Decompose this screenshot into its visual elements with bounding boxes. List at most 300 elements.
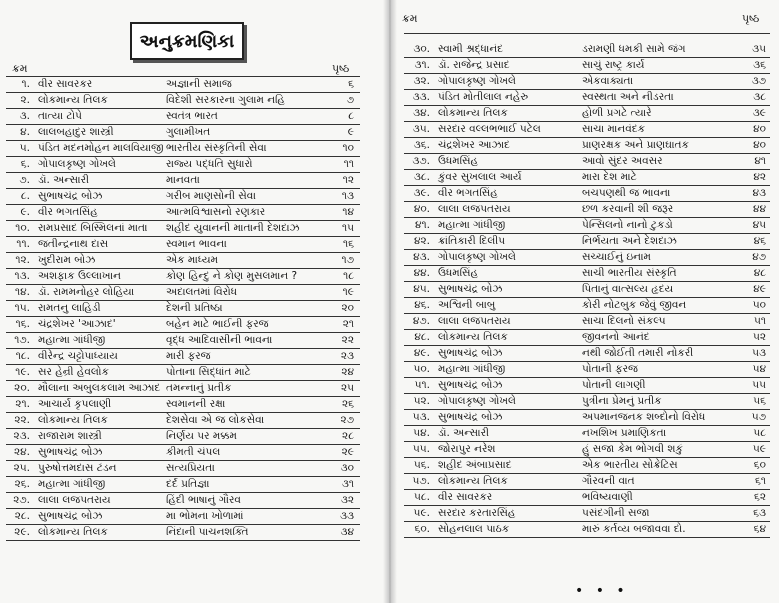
entry-title: એક ભારતીય સોક્રેટિસ (582, 459, 678, 471)
entry-title: સાચા દિલનો સંકલ્પ (582, 315, 666, 327)
entry-number: ૨૧. (15, 398, 30, 410)
entry-number: ૩. (19, 110, 30, 122)
entry-title: આત્મવિશ્વાસનો રણકાર (166, 206, 266, 218)
entry-page: ૫૮ (753, 427, 766, 439)
entry-title: પોતાના સિદ્ધાંત માટે (166, 366, 251, 378)
entry-number: ૪૧. (415, 219, 430, 231)
entry-page: ૬૩ (753, 507, 766, 519)
toc-row (6, 173, 360, 189)
entry-person: સુભાષચંદ્ર બોઝ (38, 446, 103, 458)
entry-page: ૨૬ (341, 398, 354, 410)
entry-page: ૨૮ (342, 430, 354, 442)
toc-row (404, 394, 770, 410)
toc-row (404, 266, 770, 282)
entry-person: જોરાપુર નરેશ (438, 443, 496, 455)
toc-row (404, 138, 770, 154)
entry-number: ૫૧. (414, 379, 430, 391)
entry-person: રામતનુ લાહિડી (38, 302, 101, 314)
toc-row (6, 493, 360, 509)
entry-title: નિર્ભયતા અને દેશદાઝ (582, 235, 677, 247)
toc-row (404, 330, 770, 346)
entry-title: હિંદી ભાષાનું ગૌરવ (166, 494, 241, 506)
entry-person: ગોપાલકૃષ્ણ ગોખલે (438, 395, 516, 407)
entry-title: સાચી ભારતીય સંસ્કૃતિ (582, 267, 677, 279)
entry-title: સાચું રાષ્ટ્ર કાર્ય (582, 59, 645, 71)
entry-person: પંડિત મોતીલાલ નહેરુ (438, 91, 529, 103)
entry-page: ૧૬ (342, 238, 354, 250)
toc-row (6, 397, 360, 413)
toc-row (404, 154, 770, 170)
toc-row (6, 525, 360, 541)
entry-title: આવો સુંદર અવસર (582, 155, 663, 167)
toc-row (404, 458, 770, 474)
header-rule (404, 33, 770, 34)
entry-number: ૪૬. (414, 299, 430, 311)
entry-number: ૨૨. (14, 414, 30, 426)
entry-page: ૧૫ (341, 222, 354, 234)
entry-page: ૩૨ (340, 494, 354, 506)
entry-page: ૧૨ (342, 174, 354, 186)
entry-number: ૧૩. (14, 270, 30, 282)
entry-title: નખશિખ પ્રમાણિકતા (582, 427, 667, 439)
entry-title: સ્વમાન ભાવના (166, 238, 227, 250)
entry-person: વીરેન્દ્ર ચટ્ટોપાધ્યાય (38, 350, 118, 362)
entry-page: ૧૭ (341, 254, 354, 266)
toc-row (404, 218, 770, 234)
entry-person: લાલા લજપતરાય (38, 494, 111, 506)
entry-person: ચંદ્રશેખર આઝાદ (438, 139, 510, 151)
entry-page: ૧૯ (342, 286, 354, 298)
entry-title: મારું કર્તવ્ય બજાવવા દો. (582, 523, 686, 535)
entry-person: લોકમાન્ય તિલક (438, 475, 508, 487)
toc-row (6, 429, 360, 445)
entry-number: ૫૮. (413, 491, 430, 503)
entry-number: ૪૫. (413, 283, 430, 295)
toc-row (404, 410, 770, 426)
entry-number: ૧૫. (14, 302, 30, 314)
entry-title: પેન્સિલનો નાનો ટુકડો (582, 219, 673, 231)
toc-row (404, 474, 770, 490)
toc-row (6, 461, 360, 477)
entry-page: ૪૪ (752, 203, 766, 215)
entry-title: દેશસેવા એ જ લોકસેવા (166, 414, 265, 426)
entry-person: અશફાક ઉલ્લાખાન (38, 270, 121, 282)
entry-page: ૪૫ (752, 219, 766, 231)
entry-number: ૪૩. (413, 251, 430, 263)
entry-title: ભારતીય સંસ્કૃતિની સેવા (166, 142, 267, 154)
entry-number: ૫૨. (413, 395, 430, 407)
toc-row (404, 362, 770, 378)
entry-person: લાલબહાદુર શાસ્ત્રી (38, 126, 114, 138)
entry-page: ૬૨ (753, 491, 766, 503)
entry-title: હોળી પ્રગટે ત્યારે (582, 107, 652, 119)
entry-person: ચંદ્રશેખર 'આઝાદ' (38, 318, 116, 330)
entry-page: ૫૬ (753, 395, 766, 407)
toc-row (6, 205, 360, 221)
entry-person: કુંવર સુખલાલ આર્ય (438, 171, 522, 183)
entry-person: પંડિત મદનમોહન માલવિયાજી (38, 142, 164, 154)
entry-title: એક માધ્યમ (166, 254, 218, 266)
entry-title: પ્રાણરક્ષક અને પ્રાણઘાતક (582, 139, 689, 151)
entry-person: રાજારામ શાસ્ત્રી (38, 430, 102, 442)
entry-title: તમન્નાનું પ્રતીક (166, 382, 232, 394)
toc-row (6, 381, 360, 397)
entry-title: એકવાક્યતા (582, 75, 634, 87)
entry-page: ૪૧ (754, 155, 766, 167)
entry-person: મહાત્મા ગાંધીજી (38, 334, 106, 346)
entry-person: લાલા લજપતરાય (438, 315, 511, 327)
entry-person: ગોપાલકૃષ્ણ ગોખલે (38, 158, 116, 170)
entry-person: તાત્યા ટોપે (38, 110, 82, 122)
entry-number: ૧૬. (15, 318, 30, 330)
entry-person: સુભાષચંદ્ર બોઝ (38, 190, 103, 202)
entry-title: ગરીબ માણસોની સેવા (166, 190, 256, 202)
toc-row (404, 250, 770, 266)
toc-row (6, 189, 360, 205)
toc-row (6, 413, 360, 429)
toc-row (404, 378, 770, 394)
toc-row (6, 509, 360, 525)
entry-page: ૬ (348, 78, 354, 90)
entry-number: ૪૭. (412, 315, 430, 327)
toc-row (404, 282, 770, 298)
entry-number: ૩૯. (413, 187, 430, 199)
entry-person: સુભાષચંદ્ર બોઝ (438, 411, 503, 423)
entry-number: ૧૧. (16, 238, 30, 250)
entry-person: રામપ્રસાદ બિસ્મિલનાં માતા (38, 222, 148, 234)
entry-person: વીર સાવરકર (438, 491, 493, 503)
entry-page: ૧૦ (342, 142, 354, 154)
entry-number: ૩૨. (413, 75, 430, 87)
entry-page: ૫૧ (753, 315, 766, 327)
entry-title: શહીદ યુવાનની માતાની દેશદાઝ (166, 222, 300, 234)
entry-person: લોકમાન્ય તિલક (38, 94, 108, 106)
entry-number: ૩૪. (413, 107, 430, 119)
entry-page: ૩૦ (340, 462, 354, 474)
entry-person: મહાત્મા ગાંધીજી (38, 478, 106, 490)
header-krama: ક્રમ (12, 62, 28, 75)
header-krama: ક્રમ (402, 12, 418, 25)
entry-person: ડૉ. અન્સારી (438, 427, 489, 439)
entry-title: પુત્રીના પ્રેમનું પ્રતીક (582, 395, 662, 407)
toc-right-list (404, 42, 770, 538)
entry-person: સુભાષચંદ્ર બોઝ (38, 510, 103, 522)
toc-row (6, 269, 360, 285)
entry-title: પોતાની ફરજ (582, 363, 638, 375)
entry-number: ૪૯. (413, 347, 430, 359)
entry-page: ૨૭ (340, 414, 354, 426)
entry-person: સ્વામી શ્રદ્ધાનંદ (438, 43, 504, 55)
entry-title: ગૌરવની વાત (582, 475, 635, 487)
entry-page: ૪૯ (753, 283, 766, 295)
toc-row (404, 170, 770, 186)
entry-person: વીર ભગતસિંહ (438, 187, 498, 199)
entry-number: ૨૬. (14, 478, 30, 490)
entry-page: ૪૬ (753, 235, 766, 247)
entry-person: લોકમાન્ય તિલક (438, 107, 508, 119)
entry-page: ૭ (346, 94, 354, 106)
entry-page: ૨૩ (340, 350, 354, 362)
entry-title: બહેન માટે ભાઈની ફરજ (166, 318, 269, 330)
entry-title: કોણ હિન્દુ ને કોણ મુસલમાન ? (166, 270, 298, 282)
entry-number: ૩૮. (413, 171, 430, 183)
toc-row (6, 253, 360, 269)
entry-number: ૪. (20, 126, 30, 138)
toc-row (404, 106, 770, 122)
entry-number: ૧૮. (15, 350, 30, 362)
entry-page: ૫૫ (752, 379, 766, 391)
entry-number: ૩૭. (412, 155, 430, 167)
entry-number: ૩૬. (413, 139, 430, 151)
entry-page: ૪૦ (753, 123, 766, 135)
entry-page: ૩૭ (751, 75, 766, 87)
entry-page: ૨૦ (341, 302, 354, 314)
entry-person: સર હેન્રી હેવલોક (38, 366, 109, 378)
toc-row (6, 237, 360, 253)
book-gutter (383, 0, 397, 603)
entry-number: ૨૯. (14, 526, 30, 538)
entry-person: ક્રાંતિકારી દિલીપ (438, 235, 506, 247)
entry-title: પિતાનું વાત્સલ્ય હૃદય (582, 283, 674, 295)
toc-row (404, 42, 770, 58)
toc-row (6, 125, 360, 141)
entry-title: વિદેશી સરકારના ગુલામ નહિ (166, 94, 285, 106)
entry-number: ૬. (20, 158, 30, 170)
entry-page: ૧૮ (343, 270, 354, 282)
toc-row (404, 506, 770, 522)
entry-number: ૫૯. (413, 507, 430, 519)
toc-row (6, 333, 360, 349)
entry-page: ૪૩ (752, 187, 766, 199)
entry-number: ૫૫. (412, 443, 430, 455)
entry-title: સાચા માનવંદક (582, 123, 646, 135)
entry-number: ૨૫. (13, 462, 30, 474)
entry-number: ૧૪. (15, 286, 30, 298)
entry-number: ૩૫. (412, 123, 430, 135)
entry-number: ૧૯. (15, 366, 30, 378)
entry-page: ૪૭ (752, 251, 766, 263)
entry-page: ૨૯ (341, 446, 354, 458)
entry-number: ૫૦. (413, 363, 430, 375)
entry-title: મારા દેશ માટે (582, 171, 637, 183)
entry-page: ૮ (348, 110, 354, 122)
left-page (0, 0, 389, 603)
toc-row (6, 109, 360, 125)
entry-page: ૫૨ (752, 331, 766, 343)
entry-title: પસંદગીની સજા (582, 507, 650, 519)
entry-person: ડૉ. રાજેન્દ્ર પ્રસાદ (438, 59, 510, 71)
entry-person: ઉધમસિંહ (438, 155, 478, 167)
right-page (390, 0, 779, 603)
toc-row (404, 442, 770, 458)
entry-page: ૪૮ (753, 267, 766, 279)
entry-title: કોરી નોટબુક જેવું જીવન (582, 299, 687, 311)
entry-person: સુભાષચંદ્ર બોઝ (438, 379, 503, 391)
entry-title: નિર્ણય પર મક્કમ (166, 430, 237, 442)
entry-page: ૫૦ (752, 299, 766, 311)
entry-page: ૨૫ (340, 382, 354, 394)
entry-person: ખુદીરામ બોઝ (38, 254, 96, 266)
entry-number: ૫. (19, 142, 30, 154)
entry-person: શહીદ અંબાપ્રસાદ (438, 459, 512, 471)
entry-page: ૫૪ (752, 363, 766, 375)
entry-number: ૫૬. (413, 459, 430, 471)
toc-row (404, 122, 770, 138)
entry-number: ૪૨. (413, 235, 430, 247)
toc-row (404, 90, 770, 106)
entry-person: ઉધમસિંહ (438, 267, 478, 279)
entry-number: ૪૦. (413, 203, 430, 215)
entry-page: ૩૧ (341, 478, 354, 490)
entry-number: ૫૪. (413, 427, 430, 439)
entry-person: ડૉ. અન્સારી (38, 174, 89, 186)
entry-number: ૨૭. (13, 494, 30, 506)
entry-page: ૩૩ (340, 510, 354, 522)
toc-row (404, 490, 770, 506)
entry-title: સત્યપ્રિયતા (166, 462, 215, 474)
toc-row (6, 301, 360, 317)
toc-row (6, 93, 360, 109)
entry-page: ૨૧ (342, 318, 354, 330)
entry-person: સરદાર કરતારસિંહ (438, 507, 516, 519)
entry-page: ૬૧ (754, 475, 766, 487)
entry-title: સ્વતંત્ર ભારત (166, 110, 218, 122)
entry-title: છળ કરવાની શી જરૂર (582, 203, 674, 215)
entry-page: ૧૪ (342, 206, 354, 218)
entry-number: ૫૩. (412, 411, 430, 423)
entry-number: ૧૨. (15, 254, 30, 266)
entry-title: હું સજા કેમ ભોગવી શકું (582, 443, 683, 455)
entry-title: જીવનનો આનંદ (582, 331, 650, 343)
entry-page: ૯ (347, 126, 354, 138)
entry-person: ડૉ. રામમનોહર લોહિયા (38, 286, 135, 298)
entry-person: જતીન્દ્રનાથ દાસ (38, 238, 109, 250)
entry-person: સરદાર વલ્લભભાઈ પટેલ (438, 123, 541, 135)
entry-page: ૨૨ (341, 334, 354, 346)
toc-row (404, 186, 770, 202)
entry-person: લોકમાન્ય તિલક (38, 526, 108, 538)
entry-number: ૧. (21, 78, 30, 90)
toc-row (404, 202, 770, 218)
entry-page: ૫૩ (752, 347, 766, 359)
entry-number: ૩૩. (412, 91, 430, 103)
entry-number: ૮. (20, 190, 30, 202)
toc-row (404, 314, 770, 330)
entry-number: ૪૪. (413, 267, 430, 279)
header-prushtha: પૃષ્ઠ (742, 12, 760, 25)
toc-row (6, 445, 360, 461)
entry-person: વીર સાવરકર (38, 78, 93, 90)
entry-person: લોકમાન્ય તિલક (438, 331, 508, 343)
toc-row (6, 349, 360, 365)
entry-title: અજ્ઞાની સમાજ (166, 78, 232, 90)
toc-row (6, 221, 360, 237)
entry-title: અપમાનજનક શબ્દોનો વિરોધ (582, 411, 706, 423)
toc-left-list (6, 77, 360, 541)
toc-row (6, 141, 360, 157)
entry-person: મહાત્મા ગાંધીજી (438, 363, 506, 375)
toc-row (404, 298, 770, 314)
toc-row (6, 365, 360, 381)
entry-person: મહાત્મા ગાંધીજી (438, 219, 506, 231)
continuation-dots: • • • (575, 583, 629, 599)
entry-person: ગોપાલકૃષ્ણ ગોખલે (438, 251, 516, 263)
entry-title: ભવિષ્યવાણી (582, 491, 633, 503)
entry-number: ૭. (19, 174, 30, 186)
entry-number: ૨૪. (13, 446, 30, 458)
entry-page: ૬૪ (753, 523, 766, 535)
entry-page: ૪૨ (753, 171, 766, 183)
toc-row (6, 477, 360, 493)
toc-row (404, 234, 770, 250)
entry-title: મા ભોમના ખોળામાં (166, 510, 244, 522)
toc-row (6, 157, 360, 173)
entry-title: રાજ્ય પદ્ધતિ સુધારો (166, 158, 253, 170)
entry-page: ૩૬ (753, 59, 766, 71)
entry-person: આચાર્ય કૃપલાણી (38, 398, 112, 410)
toc-row (404, 346, 770, 362)
entry-person: સુભાષચંદ્ર બોઝ (438, 283, 503, 295)
entry-title: નિંદાની પાચનશક્તિ (166, 526, 249, 538)
entry-number: ૯. (20, 206, 30, 218)
entry-number: ૩૦. (413, 43, 430, 55)
entry-title: માનવતા (166, 174, 200, 186)
entry-title: દેશની પ્રતિષ્ઠા (166, 302, 223, 314)
entry-number: ૪૮. (414, 331, 430, 343)
entry-title: બચપણથી જ ભાવના (582, 187, 671, 199)
entry-page: ૩૪ (340, 526, 354, 538)
entry-number: ૨૮. (14, 510, 30, 522)
entry-person: અશ્વિની બાબુ (438, 299, 496, 311)
entry-person: પુરુષોત્તમદાસ ટંડન (38, 462, 117, 474)
entry-title: સચ્ચાઈનું ઇનામ (582, 251, 651, 263)
entry-page: ૩૮ (753, 91, 766, 103)
entry-page: ૪૦ (753, 139, 766, 151)
toc-row (404, 74, 770, 90)
toc-row (6, 317, 360, 333)
entry-person: લોકમાન્ય તિલક (38, 414, 108, 426)
toc-row (6, 285, 360, 301)
toc-row (404, 58, 770, 74)
entry-person: લાલા લજપતરાય (438, 203, 511, 215)
entry-number: ૨. (20, 94, 30, 106)
entry-page: ૫૭ (751, 411, 766, 423)
entry-title: સ્વસ્થતા અને નીડરતા (582, 91, 674, 103)
entry-page: ૨૪ (341, 366, 354, 378)
entry-number: ૨૦. (14, 382, 30, 394)
toc-row (404, 522, 770, 538)
entry-title: સ્વમાનની રક્ષા (166, 398, 226, 410)
header-prushtha: પૃષ્ઠ (332, 62, 350, 75)
entry-page: ૧૩ (341, 190, 354, 202)
entry-page: ૩૫ (752, 43, 766, 55)
entry-title: અદાલતમાં વિરોધ (166, 286, 238, 298)
entry-number: ૧૭. (14, 334, 30, 346)
toc-row (404, 426, 770, 442)
entry-number: ૧૦. (15, 222, 30, 234)
entry-number: ૨૩. (13, 430, 30, 442)
entry-number: ૫૭. (412, 475, 430, 487)
entry-person: ગોપાલકૃષ્ણ ગોખલે (438, 75, 516, 87)
entry-title: મારી ફરજ (166, 350, 211, 362)
entry-person: વીર ભગતસિંહ (38, 206, 98, 218)
entry-person: સુભાષચંદ્ર બોઝ (438, 347, 503, 359)
contents-heading: અનુક્રમણિકા (130, 22, 244, 60)
entry-title: નથી જોઈતી તમારી નોકરી (582, 347, 694, 359)
entry-page: ૫૯ (752, 443, 766, 455)
entry-title: પોતાની લાગણી (582, 379, 646, 391)
entry-person: સોહનલાલ પાઠક (438, 523, 510, 535)
